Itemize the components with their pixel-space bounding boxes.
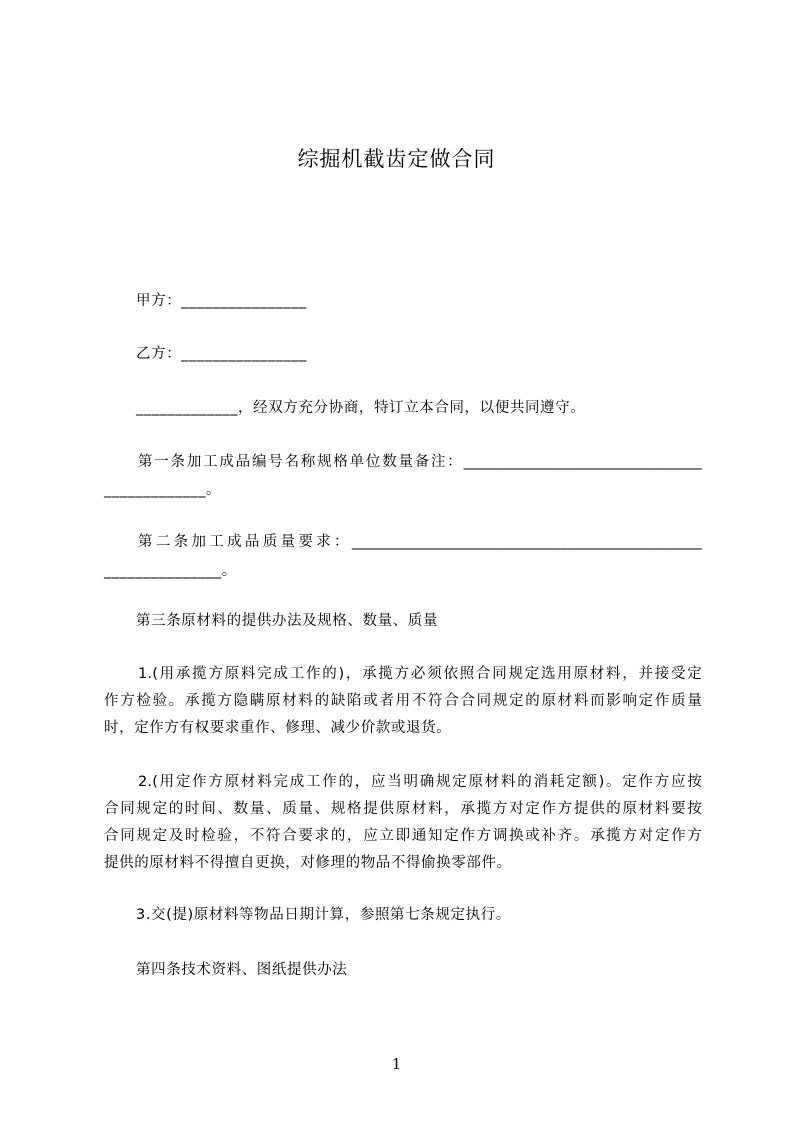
party-b-line: 乙方：________________ bbox=[136, 346, 307, 362]
article-4-heading: 第四条技术资料、图纸提供办法 bbox=[136, 962, 348, 978]
article-3-para-2-line-4: 提供的原材料不得擅自更换，对修理的物品不得偷换零部件。 bbox=[104, 855, 512, 871]
article-3-para-1-line-1: 1.(用承揽方原料完成工作的)，承揽方必须依照合同规定选用原材料，并接受定 bbox=[138, 666, 702, 682]
page-number: 1 bbox=[391, 1055, 402, 1073]
article-2-line-1: 第二条加工成品质量要求：_______________________________________________ bbox=[138, 534, 702, 550]
article-1-line-1: 第一条加工成品编号名称规格单位数量备注：________________________________ bbox=[138, 454, 702, 470]
document-title: 综掘机截齿定做合同 bbox=[297, 147, 496, 171]
article-2-line-2: _______________。 bbox=[104, 563, 237, 579]
article-3-para-2-line-2: 合同规定的时间、数量、质量、规格提供原材料，承揽方对定作方提供的原材料要按 bbox=[104, 801, 702, 817]
intro-line: _____________，经双方充分协商，特订立本合同，以便共同遵守。 bbox=[136, 400, 586, 416]
article-3-para-2-line-1: 2.(用定作方原材料完成工作的，应当明确规定原材料的消耗定额)。定作方应按 bbox=[138, 774, 702, 790]
article-3-heading: 第三条原材料的提供办法及规格、数量、质量 bbox=[136, 613, 438, 629]
article-3-para-1-line-2: 作方检验。承揽方隐瞒原材料的缺陷或者用不符合合同规定的原材料而影响定作质量 bbox=[104, 693, 702, 709]
article-3-para-3: 3.交(提)原材料等物品日期计算，参照第七条规定执行。 bbox=[136, 907, 511, 923]
party-a-line: 甲方：________________ bbox=[136, 293, 307, 309]
article-1-line-2: _____________。 bbox=[104, 482, 222, 498]
article-3-para-2-line-3: 合同规定及时检验，不符合要求的，应立即通知定作方调换或补齐。承揽方对定作方 bbox=[104, 828, 702, 844]
article-3-para-1-line-3: 时，定作方有权要求重作、修理、减少价款或退货。 bbox=[104, 720, 452, 736]
